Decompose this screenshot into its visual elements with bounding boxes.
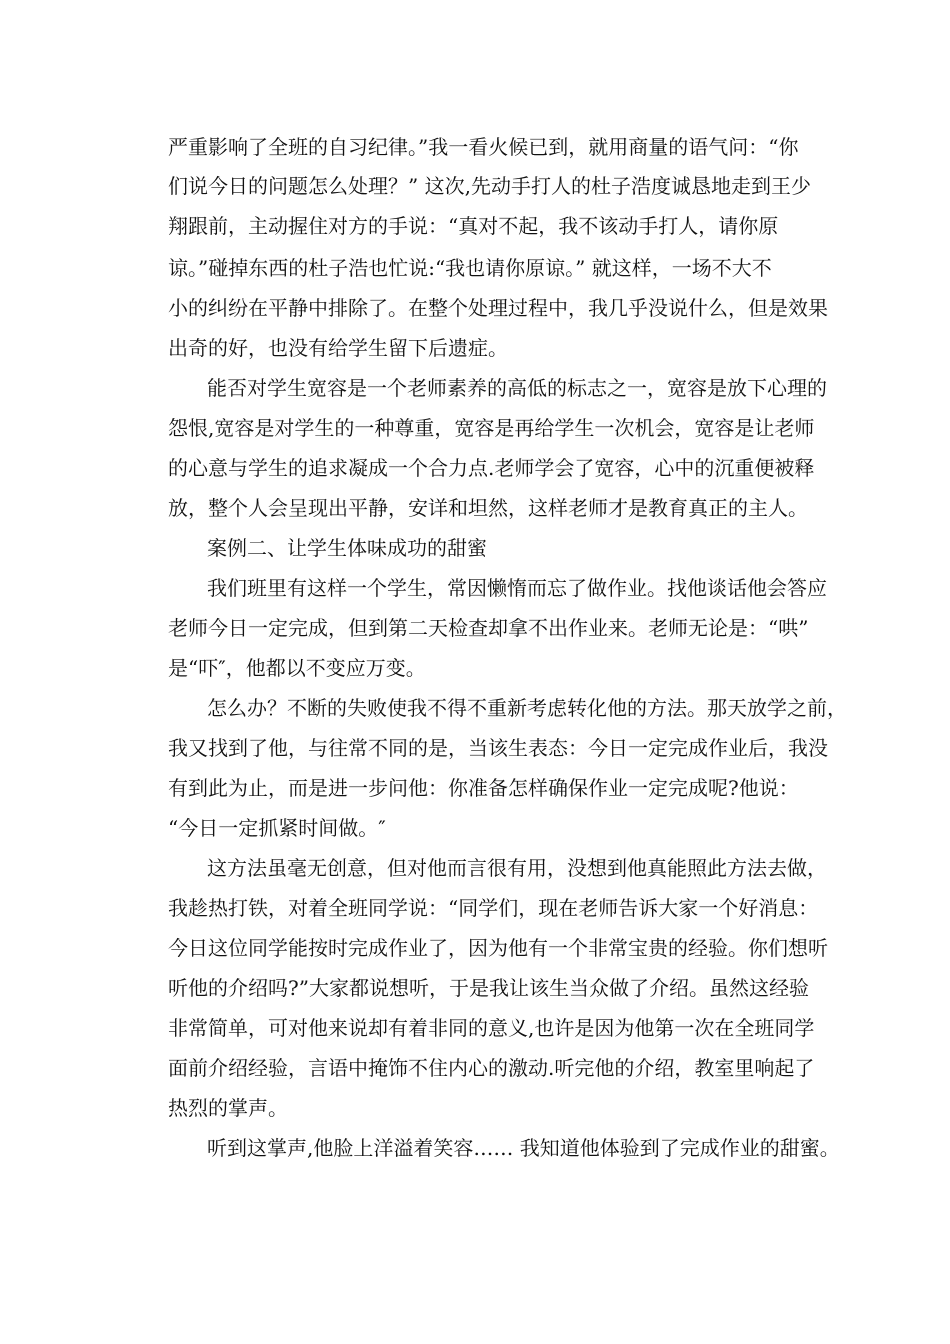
text-line: 这方法虽毫无创意，但对他而言很有用，没想到他真能照此方法去做， bbox=[207, 856, 827, 880]
text-line: 面前介绍经验，言语中掩饰不住内心的激动.听完他的介绍，教室里响起了 bbox=[168, 1056, 815, 1080]
text-line: 放，整个人会呈现出平静，安详和坦然，这样老师才是教育真正的主人。 bbox=[168, 496, 808, 520]
text-line: 我又找到了他，与往常不同的是，当该生表态：今日一定完成作业后，我没 bbox=[168, 736, 828, 760]
text-line: 能否对学生宽容是一个老师素养的高低的标志之一，宽容是放下心理的 bbox=[207, 376, 827, 400]
text-line: 有到此为止，而是进一步问他：你准备怎样确保作业一定完成呢?他说： bbox=[168, 776, 799, 800]
text-line: 小的纠纷在平静中排除了。在整个处理过程中，我几乎没说什么，但是效果 bbox=[168, 296, 828, 320]
text-line: 怎么办？不断的失败使我不得不重新考虑转化他的方法。那天放学之前， bbox=[207, 696, 847, 720]
text-line: 的心意与学生的追求凝成一个合力点.老师学会了宽容，心中的沉重便被释 bbox=[168, 456, 815, 480]
text-line: 老师今日一定完成，但到第二天检查却拿不出作业来。老师无论是：“哄” bbox=[168, 616, 809, 640]
text-line: 怨恨,宽容是对学生的一种尊重，宽容是再给学生一次机会，宽容是让老师 bbox=[168, 416, 815, 440]
text-line: 今日这位同学能按时完成作业了，因为他有一个非常宝贵的经验。你们想听 bbox=[168, 936, 828, 960]
text-line: 出奇的好，也没有给学生留下后遗症。 bbox=[168, 336, 508, 360]
text-line: 听到这掌声,他脸上洋溢着笑容…… 我知道他体验到了完成作业的甜蜜。 bbox=[207, 1136, 840, 1160]
text-line: 热烈的掌声。 bbox=[168, 1096, 288, 1120]
text-line: 严重影响了全班的自习纪律。”我一看火候已到，就用商量的语气问：“你 bbox=[168, 135, 799, 159]
text-line: 听他的介绍吗?”大家都说想听，于是我让该生当众做了介绍。虽然这经验 bbox=[168, 976, 809, 1000]
text-line: “今日一定抓紧时间做。″ bbox=[168, 816, 386, 840]
text-line: 是“吓″，他都以不变应万变。 bbox=[168, 656, 426, 680]
text-line: 我趁热打铁，对着全班同学说：“同学们，现在老师告诉大家一个好消息： bbox=[168, 896, 819, 920]
text-line: 们说今日的问题怎么处理？” 这次,先动手打人的杜子浩度诚恳地走到王少 bbox=[168, 174, 811, 198]
section-heading: 案例二、让学生体味成功的甜蜜 bbox=[207, 536, 487, 560]
text-line: 谅。”碰掉东西的杜子浩也忙说:“我也请你原谅。” 就这样，一场不大不 bbox=[168, 256, 772, 280]
text-line: 翔跟前，主动握住对方的手说：“真对不起，我不该动手打人，请你原 bbox=[168, 214, 779, 238]
text-line: 非常简单，可对他来说却有着非同的意义,也许是因为他第一次在全班同学 bbox=[168, 1016, 815, 1040]
text-line: 我们班里有这样一个学生，常因懒惰而忘了做作业。找他谈话他会答应 bbox=[207, 576, 827, 600]
